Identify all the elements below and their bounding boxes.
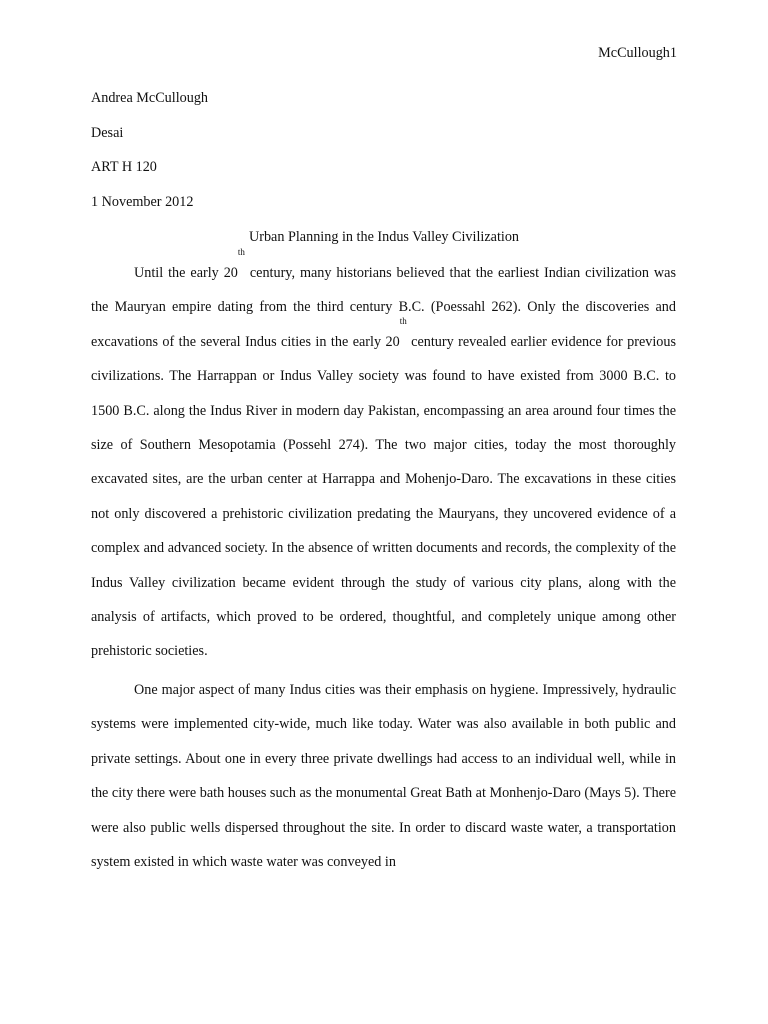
paragraph-1-part-c: century revealed earlier evidence for previous civilizations. The Harrappan or Indus Valley society was found to have existed from 3000 B.C. to 1500 B.C. along the Indus River in modern day Pakistan, encompassing an area around four times the size of Southern Mesopotamia (Possehl 274). The two major cities, today the most thoroughly excavated sites, are the urban center at Harrappa and Mohenjo-Daro. The excavations in these cities not only discovered a prehistoric civilization predating the Mauryans, they uncovered evidence of a complex and advanced society. In the absence of written documents and records, the complexity of the Indus Valley civilization became evident through the study of various city plans, along with the analysis of artifacts, which proved to be ordered, thoughtful, and completely unique among other prehistoric societies. (91, 333, 676, 660)
superscript-th: th (237, 247, 245, 257)
paragraph-1 (91, 247, 676, 669)
date-line: 1 November 2012 (91, 194, 194, 210)
paragraph-1-part-b: century, many historians believed that the earliest Indian civilization was the Mauryan empire dating from the third century B.C. (Poessahl 262). Only the discoveries and excavations of the several Indus cities in the early 20 (91, 265, 676, 350)
paragraph-1-text (91, 247, 676, 669)
running-head: McCullough1 (598, 45, 677, 61)
author-name: Andrea McCullough (91, 90, 209, 106)
superscript-th: th (399, 315, 407, 326)
course-name: ART H 120 (91, 159, 157, 175)
paper-title: Urban Planning in the Indus Valley Civilization (248, 229, 520, 245)
instructor-name: Desai (91, 125, 124, 141)
paragraph-1-part-a: Until the early 20 (134, 265, 238, 281)
paragraph-2-text: One major aspect of many Indus cities was their emphasis on hygiene. Impressively, hydraulic systems were implemented city-wide, much like today. Water was also available in both public and private settings. About one in every three private dwellings had access to an individual well, while in the city there were bath houses such as the monumental Great Bath at Monhenjo-Daro (Mays 5). There were also public wells dispersed throughout the site. In order to discard waste water, a transportation system existed in which waste water was conveyed in (91, 682, 676, 871)
paragraph-2 (91, 673, 676, 879)
